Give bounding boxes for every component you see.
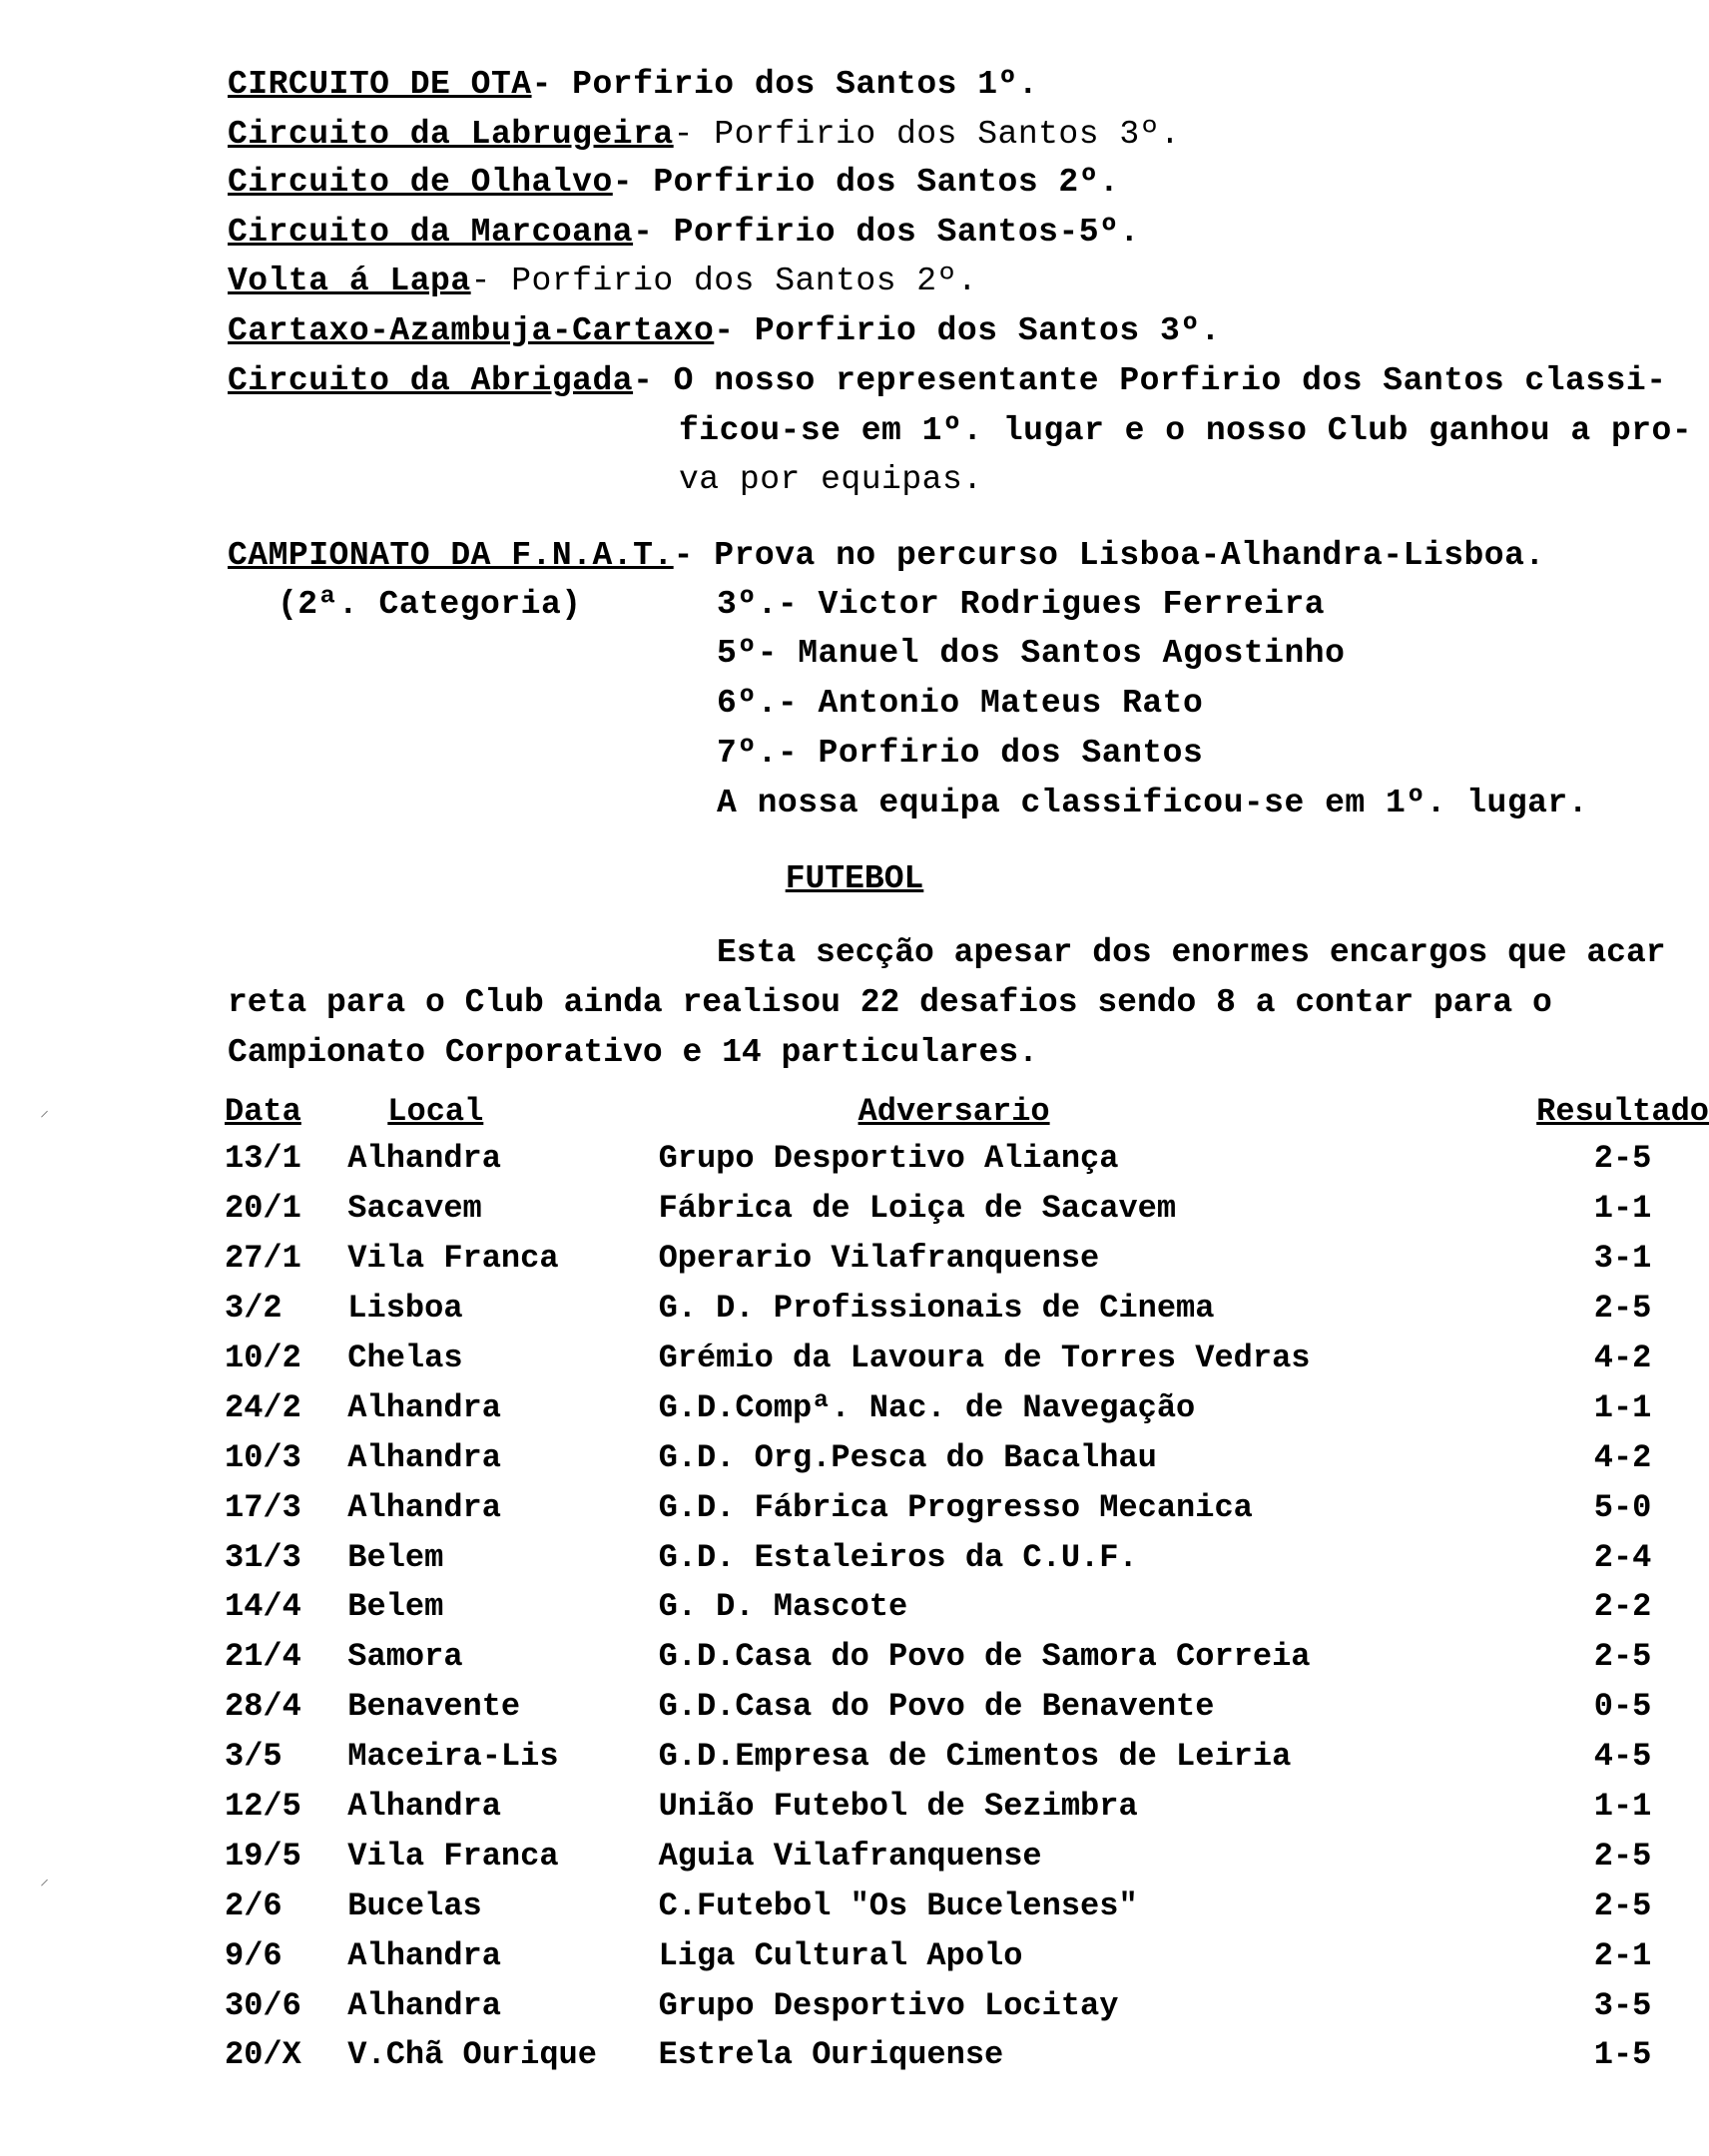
table-row	[225, 1482, 1709, 1532]
match-date: 10/3	[225, 1438, 301, 1476]
table-row	[225, 1234, 1709, 1284]
match-local: Alhandra	[347, 1388, 501, 1426]
match-adversary: Grupo Desportivo Aliança	[658, 1140, 1119, 1178]
match-adversary: Grémio da Lavoura de Torres Vedras	[658, 1340, 1311, 1376]
campeonato-name: CAMPIONATO DA F.N.A.T.	[228, 537, 674, 574]
circuit-result: - Porfirio dos Santos 2º.	[612, 164, 1120, 201]
match-result: 4-2	[1593, 1340, 1652, 1376]
circuit-result: - Porfirio dos Santos 3º.	[714, 312, 1221, 349]
placing: 7º.- Porfirio dos Santos	[717, 735, 1204, 772]
match-local: Vila Franca	[347, 1240, 559, 1278]
match-adversary: Estrela Ouriquense	[658, 2036, 1004, 2074]
abrigada-text: va por equipas.	[679, 461, 983, 498]
match-result: 1-1	[1593, 1388, 1652, 1426]
campeonato-line	[228, 536, 1545, 576]
match-local: Alhandra	[347, 1788, 501, 1826]
table-row	[225, 2030, 1709, 2080]
circuit-line	[228, 311, 1221, 351]
match-date: 10/2	[225, 1340, 301, 1376]
circuit-name: Circuito da Labrugeira	[228, 116, 674, 153]
match-result: 1-1	[1593, 1190, 1652, 1228]
table-row	[225, 1184, 1709, 1234]
match-date: 24/2	[225, 1388, 301, 1426]
match-result: 2-5	[1593, 1290, 1652, 1328]
match-local: Bucelas	[347, 1886, 482, 1924]
abrigada-name: Circuito da Abrigada	[228, 362, 634, 399]
table-header-row	[225, 1088, 1709, 1134]
team-result: A nossa equipa classificou-se em 1º. lugar.	[717, 785, 1589, 821]
circuit-name: Circuito de Olhalvo	[228, 164, 613, 201]
abrigada-text: ficou-se em 1º. lugar e o nosso Club ganhou a pro-	[679, 412, 1693, 449]
match-local: Belem	[347, 1588, 444, 1626]
match-result: 4-2	[1593, 1438, 1652, 1476]
circuit-result: - Porfirio dos Santos 1º.	[531, 66, 1039, 103]
futebol-title: FUTEBOL	[785, 860, 924, 897]
match-adversary: Liga Cultural Apolo	[658, 1936, 1023, 1974]
match-adversary: União Futebol de Sezimbra	[658, 1788, 1138, 1826]
campeonato-route: - Prova no percurso Lisboa-Alhandra-Lisboa.	[673, 537, 1545, 574]
match-adversary: G. D. Profissionais de Cinema	[658, 1290, 1215, 1328]
match-adversary: Grupo Desportivo Locitay	[658, 1986, 1119, 2024]
match-local: Alhandra	[347, 1438, 501, 1476]
match-result: 2-2	[1593, 1588, 1652, 1626]
placing: 3º.- Victor Rodrigues Ferreira	[717, 586, 1326, 623]
match-date: 9/6	[225, 1936, 283, 1974]
match-date: 12/5	[225, 1788, 301, 1826]
table-row	[225, 1284, 1709, 1334]
circuit-line	[228, 262, 977, 301]
match-local: Samora	[347, 1638, 463, 1676]
match-local: Alhandra	[347, 1986, 501, 2024]
match-adversary: G.D. Estaleiros da C.U.F.	[658, 1538, 1138, 1576]
circuit-line	[228, 115, 1180, 155]
match-local: Lisboa	[347, 1290, 463, 1328]
circuit-line	[228, 213, 1140, 253]
match-result: 2-5	[1593, 1837, 1652, 1875]
match-local: Belem	[347, 1538, 444, 1576]
abrigada-text: - O nosso representante Porfirio dos Santos classi-	[633, 362, 1667, 399]
circuit-name: CIRCUITO DE OTA	[228, 66, 532, 103]
circuit-name: Cartaxo-Azambuja-Cartaxo	[228, 312, 715, 349]
table-row	[225, 1682, 1709, 1732]
match-result: 3-5	[1593, 1986, 1652, 2024]
table-row	[225, 1334, 1709, 1383]
table-row	[225, 1831, 1709, 1881]
match-result: 2-5	[1593, 1140, 1652, 1178]
match-local: Vila Franca	[347, 1837, 559, 1875]
match-date: 20/X	[225, 2036, 301, 2074]
match-adversary: Aguia Vilafranquense	[658, 1837, 1042, 1875]
match-adversary: Operario Vilafranquense	[658, 1240, 1100, 1278]
table-row	[225, 1732, 1709, 1782]
placing: 5º- Manuel dos Santos Agostinho	[717, 635, 1346, 672]
header-result: Resultado	[1536, 1092, 1709, 1130]
match-adversary: G.D.Casa do Povo de Benavente	[658, 1688, 1215, 1726]
match-result: 1-5	[1593, 2036, 1652, 2074]
header-date: Data	[225, 1092, 301, 1130]
match-local: V.Chã Ourique	[347, 2036, 597, 2074]
match-date: 20/1	[225, 1190, 301, 1228]
circuit-result: - Porfirio dos Santos-5º.	[633, 214, 1140, 251]
table-row	[225, 1382, 1709, 1432]
circuit-result: - Porfirio dos Santos 3º.	[673, 116, 1181, 153]
match-date: 28/4	[225, 1688, 301, 1726]
table-row	[225, 1930, 1709, 1980]
match-date: 13/1	[225, 1140, 301, 1178]
match-adversary: Fábrica de Loiça de Sacavem	[658, 1190, 1177, 1228]
match-local: Maceira-Lis	[347, 1738, 559, 1776]
match-date: 19/5	[225, 1837, 301, 1875]
match-local: Chelas	[347, 1340, 463, 1376]
match-result: 2-5	[1593, 1638, 1652, 1676]
circuit-line	[228, 65, 1038, 105]
futebol-paragraph-line: reta para o Club ainda realisou 22 desafios sendo 8 a contar para o	[228, 984, 1552, 1021]
scan-mark: ⸝	[40, 1102, 49, 1122]
campeonato-category: (2ª. Categoria)	[278, 586, 582, 623]
header-local: Local	[387, 1092, 484, 1130]
table-row	[225, 1134, 1709, 1184]
match-date: 3/5	[225, 1738, 283, 1776]
match-date: 31/3	[225, 1538, 301, 1576]
match-result: 0-5	[1593, 1688, 1652, 1726]
match-date: 14/4	[225, 1588, 301, 1626]
match-result: 4-5	[1593, 1738, 1652, 1776]
match-adversary: G. D. Mascote	[658, 1588, 908, 1626]
circuit-line	[228, 163, 1119, 203]
match-result: 3-1	[1593, 1240, 1652, 1278]
match-date: 27/1	[225, 1240, 301, 1278]
match-date: 2/6	[225, 1886, 283, 1924]
match-date: 3/2	[225, 1290, 283, 1328]
match-date: 21/4	[225, 1638, 301, 1676]
table-row	[225, 1582, 1709, 1632]
match-adversary: G.D.Casa do Povo de Samora Correia	[658, 1638, 1311, 1676]
table-row	[225, 1432, 1709, 1482]
match-result: 5-0	[1593, 1488, 1652, 1526]
table-row	[225, 1632, 1709, 1682]
table-row	[225, 1980, 1709, 2030]
match-result: 2-4	[1593, 1538, 1652, 1576]
table-row	[225, 1532, 1709, 1582]
circuit-name: Circuito da Marcoana	[228, 214, 634, 251]
match-adversary: G.D. Org.Pesca do Bacalhau	[658, 1438, 1157, 1476]
match-adversary: G.D.Compª. Nac. de Navegação	[658, 1388, 1196, 1426]
match-adversary: G.D.Empresa de Cimentos de Leiria	[658, 1738, 1292, 1776]
match-local: Alhandra	[347, 1488, 501, 1526]
futebol-paragraph-line: Campionato Corporativo e 14 particulares.	[228, 1034, 1038, 1071]
match-result: 2-5	[1593, 1886, 1652, 1924]
table-row	[225, 1782, 1709, 1832]
scan-mark: ⸝	[40, 1871, 49, 1890]
match-date: 30/6	[225, 1986, 301, 2024]
match-local: Sacavem	[347, 1190, 482, 1228]
matches-table	[225, 1088, 1709, 2080]
futebol-paragraph-line: Esta secção apesar dos enormes encargos que acar	[717, 934, 1666, 971]
abrigada-line	[228, 361, 1667, 401]
match-local: Alhandra	[347, 1140, 501, 1178]
match-local: Alhandra	[347, 1936, 501, 1974]
header-adversary: Adversario	[857, 1092, 1050, 1130]
match-result: 2-1	[1593, 1936, 1652, 1974]
circuit-result: - Porfirio dos Santos 2º.	[470, 263, 978, 299]
table-row	[225, 1881, 1709, 1930]
placing: 6º.- Antonio Mateus Rato	[717, 685, 1204, 722]
match-local: Benavente	[347, 1688, 521, 1726]
match-adversary: G.D. Fábrica Progresso Mecanica	[658, 1488, 1253, 1526]
match-result: 1-1	[1593, 1788, 1652, 1826]
circuit-name: Volta á Lapa	[228, 263, 471, 299]
match-adversary: C.Futebol "Os Bucelenses"	[658, 1886, 1138, 1924]
match-date: 17/3	[225, 1488, 301, 1526]
